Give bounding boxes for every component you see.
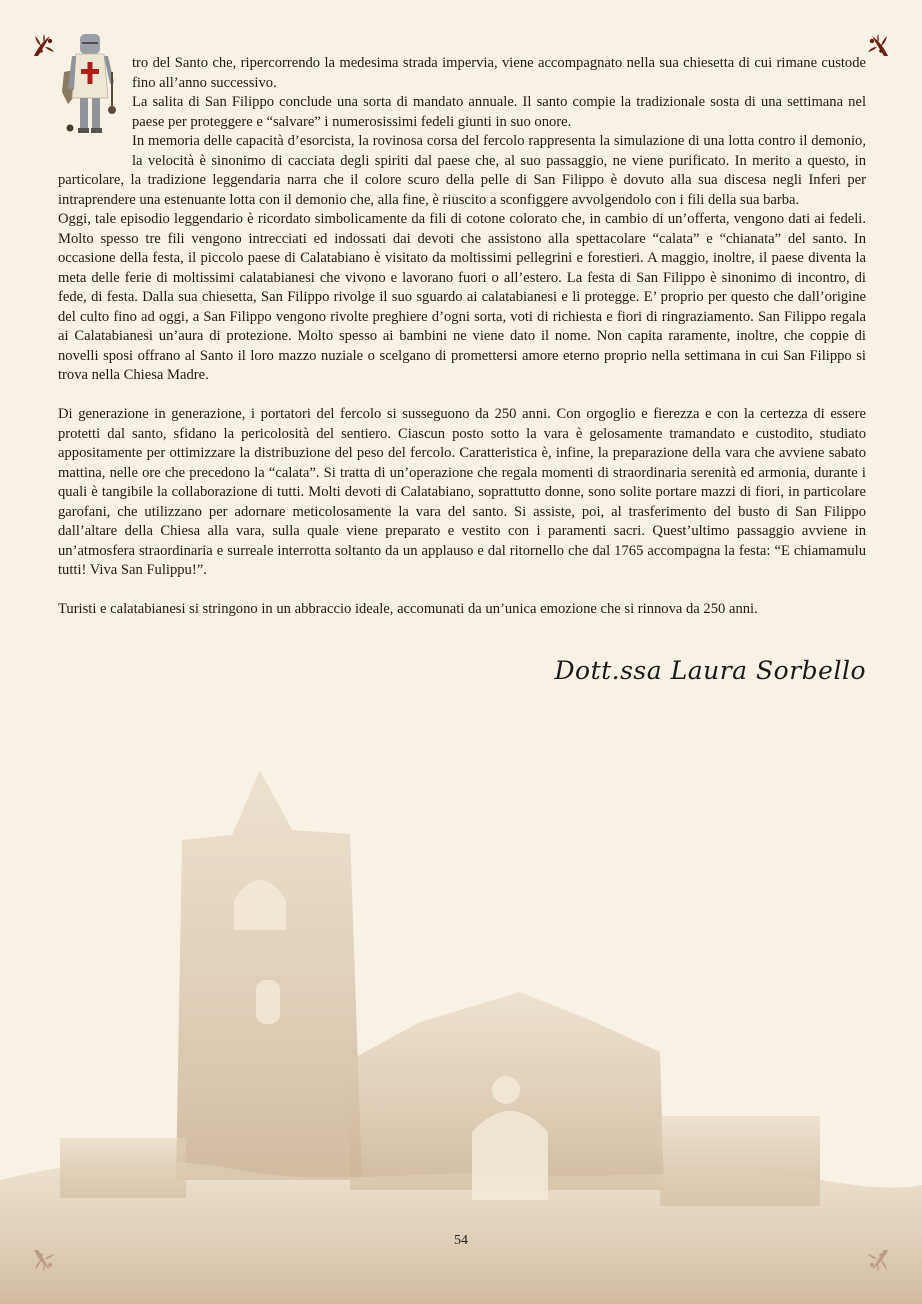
paragraph: Oggi, tale episodio leggendario è ricordato simbolicamente da fili di cotone colorato che, in cambio di un’offerta, vengono dati ai fedeli. Molto spesso tre fili vengono intrecciati ed indossati dai devoti che assistono alla spettacolare “calata” e “chianata” del santo. In occasione della festa, il piccolo paese di Calatabiano è visitato da moltissimi pellegrini e forestieri. A maggio, inoltre, il paese diventa la meta delle ferie di moltissimi calatabianesi che vivono e lavorano fuori o all’estero. La festa di San Filippo è sinonimo di incontro, di fede, di festa. Dalla sua chiesetta, San Filippo rivolge il suo sguardo ai calatabianesi e li protegge. E’ proprio per questo che dall’origine del culto fino ad oggi, a San Filippo vengono rivolte preghiere d’ogni sorta, voti di richiesta e fiori di ringraziamento. San Filippo regala ai Calatabianesi un’aura di protezione. Molto spesso ai bambini ne viene dato il nome. Non capita raramente, inoltre, che coppie di novelli sposi offrano al Santo il loro mazzo nuziale o scelgano di promettersi amore eterno proprio nella settimana in cui San Filippo si trova nella Chiesa Madre.	[58, 211, 866, 383]
fleur-ornament-icon	[864, 32, 890, 58]
paragraph: tro del Santo che, ripercorrendo la medesima strada impervia, viene accompagnato nella sua chiesetta di cui rimane custode fino all’anno successivo.	[132, 55, 866, 91]
author-signature: Dott.ssa Laura Sorbello	[554, 656, 866, 685]
paragraph	[58, 132, 866, 210]
corner-ornament-top-left	[32, 32, 58, 58]
wrap-spacer	[58, 132, 132, 171]
article-body	[58, 54, 866, 620]
paragraph: Di generazione in generazione, i portatori del fercolo si susseguono da 250 anni. Con orgoglio e fierezza e con la certezza di essere protetti dal santo, sfidano la pericolosità del sentiero. Ciascun posto sotto la vara è gelosamente tramandato e custodito, studiato appositamente per ottimizzare la distribuzione del peso del fercolo. Caratteristica è, infine, la preparazione della vara che avviene sabato mattina, nelle ore che precedono la “calata”. Si tratta di un’operazione che regala momenti di straordinaria serenità ed armonia, durante i quali è tangibile la collaborazione di tutti. Molti devoti di Calatabiano, soprattutto donne, sono solite portare mazzi di fiori, in particolare garofani, che utilizzano per adornare meticolosamente la vara del santo. Si assiste, poi, al trasferimento del busto di San Filippo dall’altare della Chiesa alla vara, sulla quale viene preparato e vestito con i paramenti sacri. Quest’ultimo passaggio avviene in un’atmosfera straordinaria e surreale interrotta soltanto da un applauso e dal ritornello che dal 1765 accompagna la festa: “E chiamamulu tutti! Viva San Fulippu!”.	[58, 406, 866, 578]
corner-ornament-top-right	[864, 32, 890, 58]
paragraph: La salita di San Filippo conclude una sorta di mandato annuale. Il santo compie la tradizionale sosta di una settimana nel paese per proteggere e “salvare” i numerosissimi fedeli giunti in suo onore.	[132, 94, 866, 130]
page-number: 54	[454, 1233, 468, 1248]
fleur-ornament-icon	[32, 32, 58, 58]
church-silhouette-background	[0, 760, 922, 1304]
paragraph-text: In memoria delle capacità d’esorcista, la rovinosa corsa del fercolo rappresenta la simulazione di una lotta contro il demonio, la velocità è sinonimo di cacciata degli spiriti dal paese che, al suo passaggio, ne viene purificato. In merito a questo, in particolare, la tradizione leggendaria narra che il colore scuro della pelle di San Filippo è dovuto alla sua discesa negli Inferi per intraprendere una estenuante lotta con il demonio che, alla fine, è riuscito a sconfiggere avvolgendolo con i fili della sua barba.	[58, 133, 866, 208]
paragraph: Turisti e calatabianesi si stringono in un abbraccio ideale, accomunati da un’unica emozione che si rinnova da 250 anni.	[58, 601, 758, 617]
